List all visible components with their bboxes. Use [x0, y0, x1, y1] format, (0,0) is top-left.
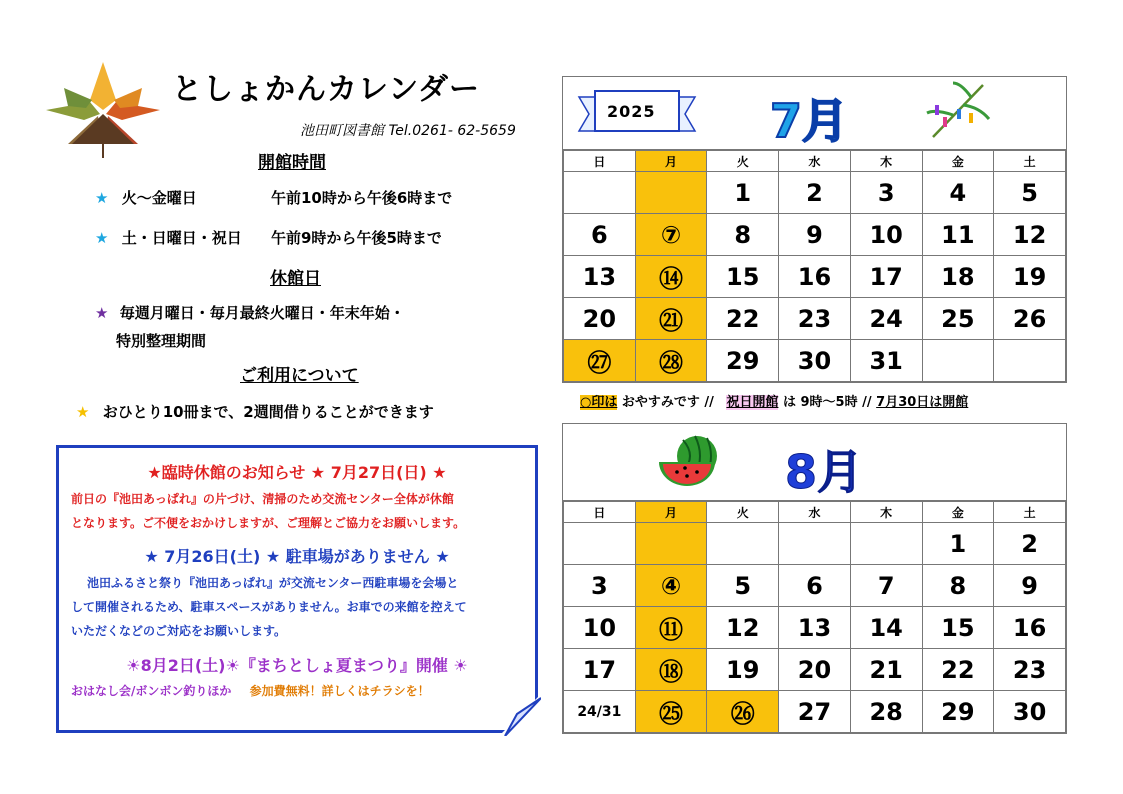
day-cell — [564, 523, 636, 565]
day-cell: 12 — [707, 607, 779, 649]
day-cell: 13 — [779, 607, 851, 649]
day-cell: 7 — [850, 565, 922, 607]
closed-day-cell: ⑭ — [635, 256, 707, 298]
usage-heading: ご利用について — [240, 366, 359, 386]
notice-parking-body-1: 池田ふるさと祭り『池田あっぱれ』が交流センター西駐車場を会場と — [87, 576, 459, 590]
day-cell: 5 — [707, 565, 779, 607]
weekday-sun: 日 — [564, 502, 636, 523]
closed-day-cell: ④ — [635, 565, 707, 607]
day-cell: 26 — [994, 298, 1066, 340]
day-cell: 16 — [779, 256, 851, 298]
notice-parking-title: ★ 7月26日(土) ★ 駐車場がありません ★ — [144, 547, 450, 566]
weekday-sat: 土 — [994, 151, 1066, 172]
star-icon: ★ — [95, 304, 109, 322]
page-title: としょかんカレンダー — [172, 72, 481, 107]
day-cell: 15 — [922, 607, 994, 649]
festival-free: 参加費無料！詳しくはチラシを！ — [249, 684, 430, 698]
july-header — [563, 77, 1066, 150]
calendar-legend — [580, 391, 968, 410]
week-row — [564, 691, 1066, 733]
closed-heading: 休館日 — [270, 269, 321, 289]
day-cell: 10 — [564, 607, 636, 649]
day-cell: 23 — [994, 649, 1066, 691]
day-cell: 27 — [779, 691, 851, 733]
week-row — [564, 214, 1066, 256]
weekday-tue: 火 — [707, 502, 779, 523]
weekday-fri: 金 — [922, 151, 994, 172]
notice-festival-title: ☀8月2日(土)☀『まちとしょ夏まつり』開催 ☀ — [126, 656, 468, 675]
legend-closed-mark: ○印は — [580, 395, 618, 410]
closed-day-cell: ⑱ — [635, 649, 707, 691]
week-row — [564, 607, 1066, 649]
closed-day-cell: ⑪ — [635, 607, 707, 649]
watermelon-icon — [657, 432, 721, 488]
notice-closure-body-1: 前日の『池田あっぱれ』の片づけ、清掃のため交流センター全体が休館 — [71, 492, 454, 506]
day-cell — [779, 523, 851, 565]
notice-closure-body-2: となります。ご不便をおかけしますが、ご理解とご協力をお願いします。 — [71, 516, 466, 530]
closed-day-cell: ㉖ — [707, 691, 779, 733]
year-label: 2025 — [607, 102, 656, 121]
star-icon: ★ — [95, 229, 109, 247]
day-cell: 22 — [707, 298, 779, 340]
weekday-mon: 月 — [635, 502, 707, 523]
day-cell: 28 — [850, 691, 922, 733]
weekday-tue: 火 — [707, 151, 779, 172]
week-row — [564, 340, 1066, 382]
day-cell — [994, 340, 1066, 382]
day-cell: 3 — [850, 172, 922, 214]
page-curl-icon — [499, 694, 541, 736]
day-cell: 29 — [922, 691, 994, 733]
tanabata-bamboo-icon — [923, 79, 993, 139]
day-cell: 20 — [564, 298, 636, 340]
hours-days-label: 火～金曜日 — [121, 189, 197, 207]
day-cell: 9 — [994, 565, 1066, 607]
legend-open-note: 7月30日は開館 — [876, 395, 969, 410]
leaf-logo-icon — [42, 58, 164, 160]
closed-day-cell: ㉘ — [635, 340, 707, 382]
day-cell: 17 — [564, 649, 636, 691]
day-cell: 22 — [922, 649, 994, 691]
notice-parking-body-2: して開催されるため、駐車スペースがありません。お車での来館を控えて — [71, 600, 467, 614]
week-row — [564, 172, 1066, 214]
day-cell: 3 — [564, 565, 636, 607]
hours-line-weekday — [95, 187, 453, 208]
legend-holiday-text: は 9時～5時 // — [782, 395, 872, 410]
weekday-row — [564, 151, 1066, 172]
week-row — [564, 565, 1066, 607]
month-title-july: 7月 — [770, 94, 849, 148]
day-cell: 5 — [994, 172, 1066, 214]
festival-events: おはなし会/ボンボン釣りほか — [71, 684, 232, 698]
day-cell: 6 — [779, 565, 851, 607]
august-grid — [563, 501, 1066, 733]
closed-day-cell: ㉗ — [564, 340, 636, 382]
usage-line — [76, 401, 434, 422]
day-cell: 1 — [922, 523, 994, 565]
weekday-mon: 月 — [635, 151, 707, 172]
star-icon: ★ — [76, 403, 90, 421]
day-cell — [635, 523, 707, 565]
closed-day-cell: ㉕ — [635, 691, 707, 733]
day-cell: 8 — [707, 214, 779, 256]
closed-day-cell: ⑦ — [635, 214, 707, 256]
day-cell: 21 — [850, 649, 922, 691]
day-cell: 2 — [779, 172, 851, 214]
closed-day-cell: ㉑ — [635, 298, 707, 340]
day-cell: 31 — [850, 340, 922, 382]
day-cell: 29 — [707, 340, 779, 382]
legend-holiday-mark: 祝日開館 — [726, 395, 779, 410]
day-cell: 19 — [994, 256, 1066, 298]
weekday-wed: 水 — [779, 502, 851, 523]
weekday-row — [564, 502, 1066, 523]
weekday-thu: 木 — [850, 151, 922, 172]
day-cell: 16 — [994, 607, 1066, 649]
day-cell: 23 — [779, 298, 851, 340]
day-cell: 15 — [707, 256, 779, 298]
notice-closure-title: ★臨時休館のお知らせ ★ 7月27日(日) ★ — [147, 463, 447, 482]
day-cell: 24 — [850, 298, 922, 340]
day-cell: 10 — [850, 214, 922, 256]
notice-box — [56, 445, 538, 733]
week-row — [564, 523, 1066, 565]
day-cell: 2 — [994, 523, 1066, 565]
notice-festival-body — [59, 682, 535, 699]
july-grid — [563, 150, 1066, 382]
day-cell: 20 — [779, 649, 851, 691]
notice-parking-body-3: いただくなどのご対応をお願いします。 — [71, 624, 287, 638]
day-cell: 11 — [922, 214, 994, 256]
weekday-wed: 水 — [779, 151, 851, 172]
day-cell: 25 — [922, 298, 994, 340]
day-cell — [707, 523, 779, 565]
day-cell: 6 — [564, 214, 636, 256]
day-cell — [850, 523, 922, 565]
weekday-sat: 土 — [994, 502, 1066, 523]
closed-text: 毎週月曜日・毎月最終火曜日・年末年始・ — [119, 304, 405, 322]
day-cell: 24/31 — [564, 691, 636, 733]
day-cell: 14 — [850, 607, 922, 649]
day-cell — [564, 172, 636, 214]
star-icon: ★ — [95, 189, 109, 207]
library-tel: 池田町図書館 Tel.0261- 62-5659 — [300, 123, 516, 139]
day-cell: 30 — [994, 691, 1066, 733]
day-cell: 30 — [779, 340, 851, 382]
week-row — [564, 298, 1066, 340]
day-cell: 19 — [707, 649, 779, 691]
weekday-fri: 金 — [922, 502, 994, 523]
weekday-thu: 木 — [850, 502, 922, 523]
day-cell: 9 — [779, 214, 851, 256]
august-calendar — [562, 423, 1067, 734]
day-cell — [635, 172, 707, 214]
day-cell — [922, 340, 994, 382]
usage-text: おひとり10冊まで、2週間借りることができます — [102, 403, 434, 421]
closed-line-2: 特別整理期間 — [116, 332, 207, 350]
day-cell: 13 — [564, 256, 636, 298]
august-header — [563, 424, 1066, 501]
hours-heading: 開館時間 — [258, 153, 326, 173]
legend-closed-text: おやすみです // — [621, 395, 714, 410]
day-cell: 18 — [922, 256, 994, 298]
day-cell: 1 — [707, 172, 779, 214]
day-cell: 4 — [922, 172, 994, 214]
month-title-august: 8月 — [785, 445, 864, 499]
weekday-sun: 日 — [564, 151, 636, 172]
week-row — [564, 256, 1066, 298]
hours-time-label: 午前9時から午後5時まで — [271, 229, 442, 247]
week-row — [564, 649, 1066, 691]
july-calendar — [562, 76, 1067, 383]
day-cell: 12 — [994, 214, 1066, 256]
hours-line-weekend — [95, 227, 442, 248]
day-cell: 8 — [922, 565, 994, 607]
hours-days-label: 土・日曜日・祝日 — [121, 229, 242, 247]
hours-time-label: 午前10時から午後6時まで — [271, 189, 453, 207]
closed-line-1 — [95, 302, 405, 323]
day-cell: 17 — [850, 256, 922, 298]
